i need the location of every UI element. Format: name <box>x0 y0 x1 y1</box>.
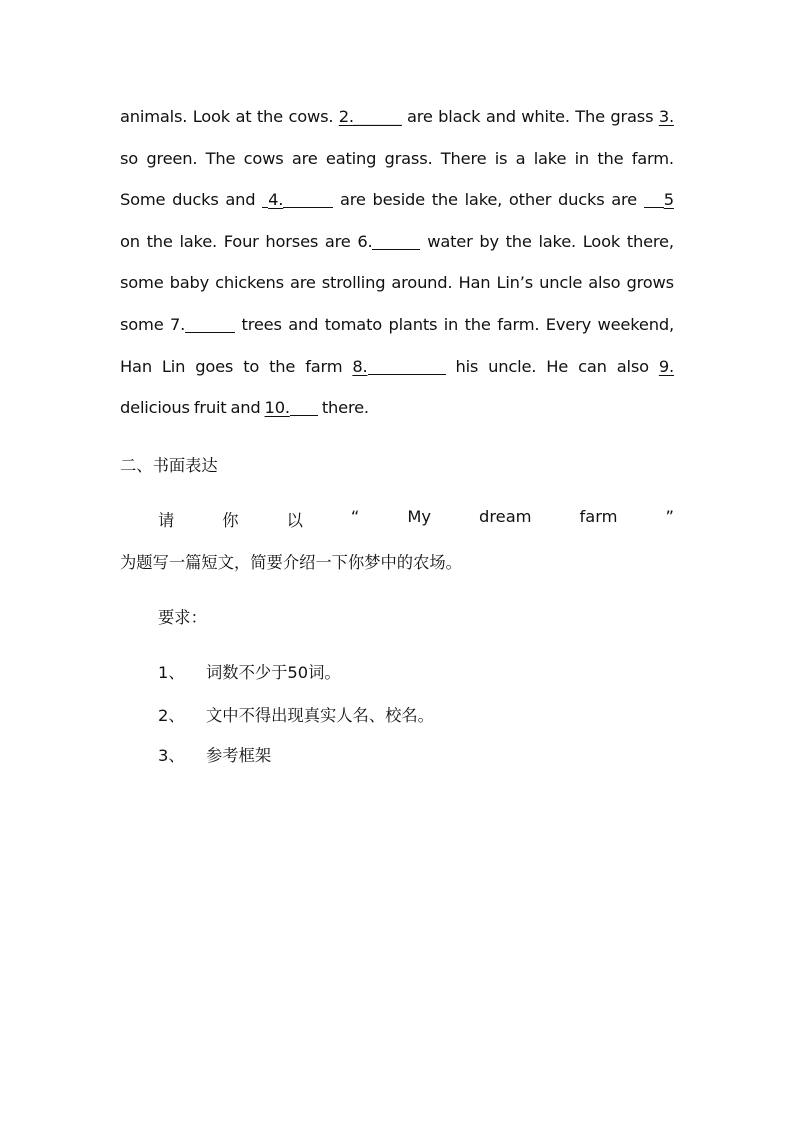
blank-4-number: 4. <box>268 190 284 210</box>
passage-line-7 <box>120 346 674 388</box>
passage-line-4 <box>120 221 674 263</box>
word: farm. <box>497 314 540 334</box>
blank-6 <box>357 221 420 263</box>
word: other <box>508 190 552 210</box>
blank-4 <box>262 179 333 221</box>
word: the <box>431 190 458 210</box>
requirement-number: 2、 <box>158 706 185 725</box>
blank-5-number: 5 <box>663 190 674 210</box>
word: Han <box>120 356 152 376</box>
word: weekend, <box>597 314 674 334</box>
word: Lin’s <box>496 273 534 293</box>
word: and <box>230 398 261 418</box>
word: fruit <box>193 398 227 418</box>
passage-line-2 <box>120 138 674 180</box>
word: cows <box>243 148 284 168</box>
word: horses <box>265 231 319 251</box>
prompt-title-word: My <box>407 507 432 526</box>
prompt-char: 你 <box>222 511 239 530</box>
word: the <box>146 231 173 251</box>
word: trees <box>241 314 282 334</box>
requirement-text: 参考框架 <box>206 746 272 765</box>
word: white. <box>521 107 570 126</box>
word: lake, <box>464 190 503 210</box>
word: so <box>120 148 139 168</box>
requirement-item <box>158 742 271 766</box>
word: can <box>578 356 607 376</box>
word: farm <box>305 356 343 376</box>
word: uncle. <box>488 356 537 376</box>
word: grass <box>610 107 654 126</box>
prompt-char: 请 <box>158 511 175 530</box>
word: uncle <box>539 273 583 293</box>
word: water <box>427 231 473 251</box>
requirement-number: 1、 <box>158 663 185 682</box>
requirement-item <box>158 702 434 726</box>
blank-7-number: 7. <box>169 314 186 334</box>
word: by <box>479 231 499 251</box>
prompt-close-quote: ” <box>665 507 674 526</box>
section-heading: 二、书面表达 <box>120 456 218 475</box>
word: grass. <box>384 148 433 168</box>
word: to <box>243 356 260 376</box>
word: also <box>588 273 621 293</box>
word: are <box>406 107 433 126</box>
word: strolling <box>321 273 386 293</box>
word: are <box>289 273 316 293</box>
word: black <box>438 107 481 126</box>
word: Han <box>458 273 491 293</box>
word: the <box>597 148 624 168</box>
word: chickens <box>215 273 284 293</box>
word: are <box>611 190 637 210</box>
word: Look <box>192 107 231 126</box>
word: tomato <box>324 314 383 334</box>
word: some <box>120 314 164 334</box>
prompt-line-1 <box>158 507 674 531</box>
word: around. <box>391 273 453 293</box>
prompt-char: 以 <box>286 511 303 530</box>
prompt-title-word: farm <box>579 507 618 526</box>
word: are <box>291 148 318 168</box>
word: Some <box>120 190 166 210</box>
word: ducks <box>172 190 219 210</box>
word: baby <box>169 273 210 293</box>
passage-line-8 <box>120 387 674 429</box>
prompt-open-quote: “ <box>350 507 360 526</box>
word: lake. <box>538 231 576 251</box>
word: a <box>515 148 526 168</box>
word: The <box>205 148 236 168</box>
word: and <box>288 314 319 334</box>
word: green. <box>146 148 198 168</box>
blank-9: 9. <box>658 356 674 376</box>
word: plants <box>388 314 438 334</box>
word: Lin <box>161 356 186 376</box>
word: and <box>225 190 256 210</box>
word: are <box>324 231 351 251</box>
word: grows <box>626 273 674 293</box>
word: ducks <box>557 190 605 210</box>
word: the <box>464 314 491 334</box>
passage-line-1 <box>120 96 674 138</box>
word: delicious <box>120 398 190 418</box>
word: are <box>340 190 366 210</box>
blank-3: 3. <box>658 107 674 126</box>
word: the <box>269 356 296 376</box>
word: there, <box>626 231 674 251</box>
word: lake. <box>179 231 217 251</box>
passage-line-6 <box>120 304 674 346</box>
word: cows. <box>288 107 334 126</box>
requirement-text: 文中不得出现真实人名、校名。 <box>206 706 434 725</box>
requirement-item <box>158 659 341 683</box>
word: in <box>443 314 459 334</box>
word: also <box>616 356 649 376</box>
word: animals. <box>120 107 188 126</box>
requirements-title: 要求： <box>158 608 207 627</box>
word: is <box>494 148 508 168</box>
prompt-title-word: dream <box>479 507 532 526</box>
cloze-passage <box>120 96 674 429</box>
word: and <box>485 107 516 126</box>
word: Look <box>582 231 621 251</box>
word: on <box>120 231 140 251</box>
blank-10 <box>265 387 318 429</box>
blank-6-number: 6. <box>357 231 373 251</box>
word: Four <box>223 231 259 251</box>
word: goes <box>195 356 234 376</box>
passage-line-5 <box>120 262 674 304</box>
requirement-number: 3、 <box>158 746 185 765</box>
blank-5 <box>644 179 674 221</box>
word: beside <box>372 190 425 210</box>
word: The <box>575 107 605 126</box>
blank-8-number: 8. <box>352 356 368 376</box>
requirement-text: 词数不少于50词。 <box>206 663 341 682</box>
blank-8 <box>352 346 445 388</box>
passage-line-3 <box>120 179 674 221</box>
word: farm. <box>631 148 674 168</box>
word: Every <box>545 314 592 334</box>
word: at <box>235 107 252 126</box>
word: There <box>440 148 487 168</box>
blank-2: 2.______ <box>338 107 402 126</box>
word: his <box>455 356 479 376</box>
blank-10-number: 10. <box>264 398 290 418</box>
word: some <box>120 273 164 293</box>
word: there. <box>321 398 369 418</box>
word: in <box>574 148 590 168</box>
word: lake <box>533 148 567 168</box>
word: eating <box>325 148 377 168</box>
word: the <box>256 107 283 126</box>
word: the <box>505 231 532 251</box>
word: He <box>546 356 569 376</box>
blank-7 <box>170 304 235 346</box>
prompt-line-2: 为题写一篇短文，简要介绍一下你梦中的农场。 <box>120 553 462 572</box>
